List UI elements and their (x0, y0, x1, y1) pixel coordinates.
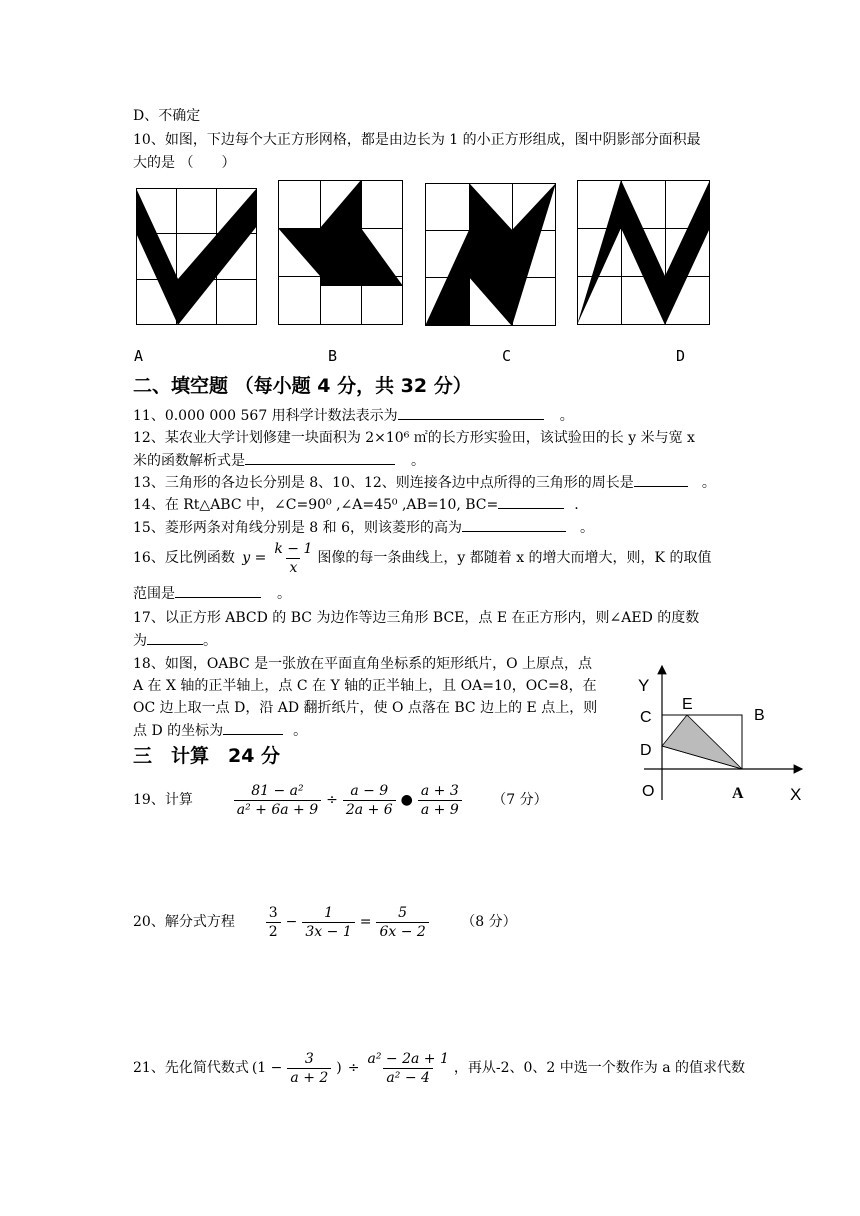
q19-op1: ÷ (326, 792, 338, 808)
q21 (133, 1046, 745, 1090)
q9-option-d: D、不确定 (133, 108, 201, 124)
q12-tail: 。 (411, 453, 425, 469)
q17-line1: 17、以正方形 ABCD 的 BC 为边作等边三角形 BCE，点 E 在正方形内，则∠AED 的度数 (133, 610, 700, 626)
figure-c-label: C (502, 347, 512, 365)
q19-frac2 (343, 782, 396, 819)
section2-heading: 二、填空题 （每小题 4 分，共 32 分） (133, 375, 472, 397)
q18-blank (223, 720, 283, 735)
q17-line2-text: 为 (133, 633, 147, 649)
q18-line3: OC 边上取一点 D，沿 AD 翻折纸片，使 O 点落在 BC 边上的 E 点上，则 (133, 700, 598, 716)
q16-post: 图像的每一条曲线上，y 都随着 x 的增大而增大，则，K 的取值 (317, 550, 712, 566)
q16-func-lhs: y = (242, 550, 267, 566)
q18-figure (630, 660, 810, 810)
q21-f1-num: 3 (304, 1050, 314, 1067)
q21-paren-close: ) (336, 1060, 342, 1076)
q18-line2: A 在 X 轴的正半轴上，点 C 在 Y 轴的正半轴上，且 OA=10，OC=8，在 (133, 678, 597, 694)
q12-line2-text: 米的函数解析式是 (133, 453, 245, 469)
q19-pre: 19、计算 (133, 792, 193, 808)
q18-label-a: A (732, 785, 744, 802)
q21-post: ，再从-2、0、2 中选一个数作为 a 的值求代数 (453, 1060, 746, 1076)
q14-blank (498, 494, 564, 509)
q15-tail: 。 (579, 520, 594, 536)
q16-den: x (286, 558, 300, 577)
q20-f3-num: 5 (398, 904, 408, 921)
q18-label-y: Y (638, 676, 650, 695)
q18-label-x: X (790, 785, 802, 804)
q21-op: ÷ (347, 1060, 360, 1076)
q13-blank (634, 472, 688, 487)
figure-a-label: A (134, 347, 144, 365)
q18-line1: 18、如图，OABC 是一张放在平面直角坐标系的矩形纸片，O 上原点，点 (133, 656, 593, 672)
q19-f1-den: a² + 6a + 9 (234, 800, 321, 819)
q16-line2 (133, 583, 291, 604)
q20-f1-den: 2 (266, 922, 281, 941)
figure-c (425, 183, 557, 327)
q11 (133, 405, 574, 426)
q21-frac2 (364, 1050, 451, 1087)
q17-tail: 。 (203, 633, 217, 649)
q19-f3-num: a + 3 (420, 782, 459, 799)
q18-label-c: C (640, 709, 652, 726)
q18-label-o: O (642, 783, 655, 800)
q21-f1-den: a + 2 (287, 1068, 331, 1087)
q18-label-b: B (754, 707, 765, 724)
q21-pre: 21、先化简代数式 (133, 1060, 249, 1076)
q20-f2-num: 1 (324, 904, 334, 921)
q18-tail: 。 (293, 723, 308, 739)
q13-tail: 。 (701, 475, 716, 491)
figure-b (278, 180, 404, 326)
figure-a (136, 188, 258, 326)
q18-folded-triangle (662, 715, 742, 769)
q20 (133, 900, 517, 944)
figure-d-label: D (676, 347, 686, 365)
q10-line2: 大的是 （ ） (133, 155, 236, 171)
q17-blank (147, 630, 203, 645)
q16-line1 (133, 538, 711, 578)
q16-fraction (271, 540, 315, 577)
q11-blank (398, 405, 544, 420)
figure-b-label: B (328, 347, 338, 365)
q20-op1: − (285, 914, 298, 930)
q12-line1: 12、某农业大学计划修建一块面积为 2×10⁶ ㎡的长方形实验田，该试验田的长 y 米与宽 x (133, 430, 695, 446)
q13-text: 13、三角形的各边长分别是 8、10、12、则连接各边中点所得的三角形的周长是 (133, 475, 634, 491)
q10-line1: 10、如图，下边每个大正方形网格，都是由边长为 1 的小正方形组成，图中阴影部分面积最 (133, 132, 701, 148)
q20-frac3 (376, 904, 428, 941)
q21-frac1 (287, 1050, 331, 1087)
q21-f2-den: a² − 4 (383, 1068, 433, 1087)
q21-f2-num: a² − 2a + 1 (367, 1050, 449, 1067)
q15-text: 15、菱形两条对角线分别是 8 和 6，则该菱形的高为 (133, 520, 462, 536)
q18-label-e: E (682, 696, 693, 713)
q21-paren-open: (1 − (251, 1060, 283, 1076)
section3-heading: 三 计算 24 分 (133, 745, 281, 767)
q12-blank (245, 450, 395, 465)
q19-op2: ● (400, 792, 413, 808)
q19-frac3 (418, 782, 462, 819)
q20-f3-den: 6x − 2 (376, 922, 428, 941)
q16-tail: 。 (277, 586, 291, 602)
q19 (133, 778, 548, 822)
q20-score: （8 分） (461, 914, 517, 930)
q14-text: 14、在 Rt△ABC 中，∠C=90⁰ ,∠A=45⁰ ,AB=10, BC= (133, 497, 499, 513)
q19-score: （7 分） (492, 792, 548, 808)
q18-label-d: D (640, 742, 652, 759)
q15 (133, 517, 594, 538)
q11-tail: 。 (559, 408, 574, 424)
q16-line2-text: 范围是 (133, 586, 175, 602)
q20-frac2 (302, 904, 354, 941)
q18-line4 (133, 720, 307, 741)
q16-blank (175, 583, 261, 598)
q20-f1-num: 3 (268, 904, 278, 921)
q17-line2 (133, 630, 217, 651)
q20-op2: = (359, 914, 372, 930)
q20-pre: 20、解分式方程 (133, 914, 235, 930)
q16-num: k − 1 (274, 540, 313, 557)
q16-pre: 16、反比例函数 (133, 550, 235, 566)
q12-line2 (133, 450, 425, 471)
q14-tail: . (574, 497, 579, 513)
figure-d (577, 180, 711, 326)
q20-f2-den: 3x − 1 (302, 922, 354, 941)
q13 (133, 472, 716, 493)
q11-text: 11、0.000 000 567 用科学计数法表示为 (133, 408, 398, 424)
q19-f2-num: a − 9 (350, 782, 389, 799)
q18-line4-text: 点 D 的坐标为 (133, 723, 224, 739)
q19-f2-den: 2a + 6 (343, 800, 396, 819)
q19-frac1 (234, 782, 321, 819)
q19-f3-den: a + 9 (418, 800, 462, 819)
q19-f1-num: 81 − a² (251, 782, 304, 799)
q15-blank (462, 517, 566, 532)
q20-frac1 (266, 904, 281, 941)
q14 (133, 494, 579, 515)
